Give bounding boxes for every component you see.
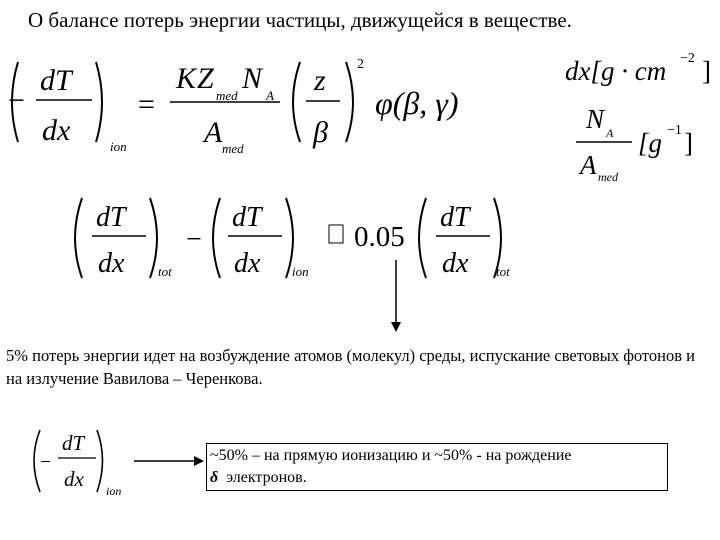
box-line-2 — [210, 467, 664, 489]
excitation-paragraph: 5% потерь энергии идет на возбуждение атомов (молекул) среды, испускание световых фотонов и на излучение Вавилова – Черенкова. — [6, 346, 696, 388]
equals-sign: = — [138, 88, 155, 121]
numerator-dT: dT — [40, 64, 72, 97]
atomic-number-Z: Z — [197, 62, 214, 95]
dx-unit: dx[g · cm — [565, 56, 667, 86]
subscript-ion: ion — [292, 264, 309, 279]
subscript-ion: ion — [106, 484, 122, 498]
subscript-tot: tot — [158, 264, 172, 279]
box-line-2-text: электронов. — [226, 469, 307, 486]
subscript-med: med — [216, 88, 238, 103]
phi-function: φ(β, γ) — [375, 85, 459, 121]
denominator-dx: dx — [234, 248, 261, 279]
minus-sign: − — [186, 224, 202, 255]
numerator-dT: dT — [232, 202, 262, 233]
numerator-dT: dT — [96, 202, 126, 233]
ionization-box — [206, 443, 668, 491]
right-paren — [346, 62, 353, 142]
numerator-dT: dT — [440, 202, 470, 233]
denominator-dx: dx — [64, 467, 84, 491]
box-line-1: ~50% – на прямую ионизацию и ~50% - на рождение — [210, 447, 572, 464]
g-unit-close: ] — [684, 128, 693, 158]
left-paren — [75, 198, 82, 278]
velocity-beta: β — [313, 116, 328, 149]
avogadro-N: N — [242, 62, 263, 95]
charge-z: z — [314, 64, 326, 97]
numerator-dT: dT — [62, 431, 85, 455]
subscript-ion: ion — [110, 139, 127, 154]
denominator-dx: dx — [442, 248, 469, 279]
delta-symbol: δ — [210, 469, 219, 486]
ratio-subscript-A: A — [606, 126, 614, 140]
mass-number-A: A — [204, 116, 223, 149]
approx-placeholder-box — [329, 225, 343, 243]
units-block — [565, 51, 711, 184]
subscript-A: A — [266, 88, 274, 103]
subscript-med: med — [222, 141, 244, 156]
ratio-subscript-med: med — [598, 170, 618, 184]
constant-K: K — [176, 62, 197, 95]
ratio-N: N — [586, 104, 605, 134]
slide-title: О балансе потерь энергии частицы, движущейся в веществе. — [28, 8, 572, 32]
down-arrow-icon — [391, 260, 401, 332]
right-paren — [96, 62, 102, 142]
left-paren — [293, 62, 300, 142]
subscript-tot: tot — [496, 264, 510, 279]
ion-loss-small-formula — [34, 430, 121, 498]
right-arrow-icon — [134, 456, 204, 466]
dx-unit-close: ] — [702, 56, 711, 86]
tot-ion-formula — [75, 198, 510, 279]
denominator-dx: dx — [98, 248, 125, 279]
g-unit-exponent: −1 — [667, 123, 682, 138]
g-unit: [g — [638, 128, 663, 158]
energy-loss-formula — [8, 57, 459, 156]
right-paren — [97, 430, 103, 492]
right-paren — [150, 198, 157, 278]
ratio-A: A — [580, 150, 597, 180]
coefficient-value: 0.05 — [354, 221, 405, 253]
left-paren — [419, 198, 426, 278]
minus-sign: − — [8, 84, 25, 117]
minus-sign: − — [40, 451, 52, 473]
exponent-2: 2 — [357, 57, 364, 72]
denominator-dx: dx — [42, 114, 71, 147]
left-paren — [213, 198, 220, 278]
dx-unit-exponent: −2 — [680, 51, 695, 66]
